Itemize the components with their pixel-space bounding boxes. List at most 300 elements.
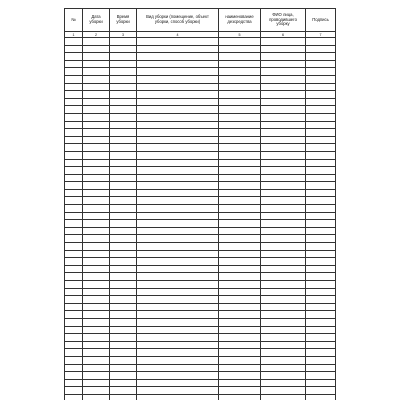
log-body [65,38,336,400]
empty-cell [219,356,261,364]
empty-cell [65,91,83,99]
empty-cell [261,326,306,334]
empty-cell [219,349,261,357]
empty-cell [219,197,261,205]
empty-cell [65,167,83,175]
empty-cell [110,174,137,182]
table-row [65,60,336,68]
table-row [65,243,336,251]
empty-cell [261,38,306,46]
empty-cell [83,334,110,342]
empty-cell [83,68,110,76]
empty-cell [65,151,83,159]
empty-cell [83,356,110,364]
empty-cell [261,83,306,91]
empty-cell [261,182,306,190]
empty-cell [137,106,219,114]
empty-cell [306,91,336,99]
empty-cell [137,68,219,76]
empty-cell [110,60,137,68]
empty-cell [83,136,110,144]
empty-cell [137,334,219,342]
empty-cell [261,258,306,266]
table-row [65,121,336,129]
empty-cell [110,121,137,129]
table-row [65,113,336,121]
empty-cell [83,167,110,175]
empty-cell [137,144,219,152]
empty-cell [65,243,83,251]
empty-cell [306,83,336,91]
empty-cell [137,182,219,190]
table-row [65,83,336,91]
empty-cell [261,379,306,387]
empty-cell [65,356,83,364]
empty-cell [219,45,261,53]
empty-cell [137,136,219,144]
empty-cell [65,311,83,319]
empty-cell [306,273,336,281]
empty-cell [65,235,83,243]
empty-cell [261,91,306,99]
empty-cell [110,265,137,273]
empty-cell [306,129,336,137]
empty-cell [306,144,336,152]
empty-cell [219,303,261,311]
empty-cell [65,182,83,190]
empty-cell [65,326,83,334]
empty-cell [137,227,219,235]
empty-cell [83,349,110,357]
empty-cell [110,258,137,266]
empty-cell [83,273,110,281]
column-number: 2 [83,32,110,38]
empty-cell [83,53,110,61]
empty-cell [261,296,306,304]
empty-cell [83,151,110,159]
empty-cell [83,197,110,205]
empty-cell [110,364,137,372]
empty-cell [137,205,219,213]
empty-cell [65,174,83,182]
empty-cell [306,227,336,235]
cleaning-log-table [64,8,336,400]
table-row [65,364,336,372]
empty-cell [306,243,336,251]
empty-cell [137,151,219,159]
empty-cell [83,364,110,372]
table-row [65,98,336,106]
empty-cell [306,220,336,228]
empty-cell [83,387,110,395]
empty-cell [219,151,261,159]
empty-cell [219,174,261,182]
empty-cell [110,98,137,106]
empty-cell [219,250,261,258]
empty-cell [110,372,137,380]
header-cleaning-type: Вид уборки (помещение, объект уборки, способ уборки) [137,9,219,32]
empty-cell [83,235,110,243]
table-row [65,212,336,220]
empty-cell [306,311,336,319]
empty-cell [110,83,137,91]
table-row [65,311,336,319]
table-row [65,227,336,235]
empty-cell [261,136,306,144]
table-row [65,349,336,357]
empty-cell [261,98,306,106]
empty-cell [306,265,336,273]
empty-cell [83,174,110,182]
empty-cell [261,53,306,61]
table-row [65,250,336,258]
empty-cell [261,265,306,273]
empty-cell [261,45,306,53]
empty-cell [219,113,261,121]
empty-cell [137,356,219,364]
empty-cell [261,113,306,121]
empty-cell [83,258,110,266]
empty-cell [65,98,83,106]
empty-cell [306,296,336,304]
empty-cell [219,220,261,228]
empty-cell [306,288,336,296]
empty-cell [65,45,83,53]
empty-cell [83,326,110,334]
empty-cell [219,372,261,380]
empty-cell [306,326,336,334]
table-row [65,189,336,197]
empty-cell [137,243,219,251]
empty-cell [306,318,336,326]
empty-cell [219,235,261,243]
column-number: 7 [306,32,336,38]
empty-cell [306,197,336,205]
empty-cell [261,235,306,243]
empty-cell [110,129,137,137]
empty-cell [65,68,83,76]
empty-cell [219,121,261,129]
empty-cell [306,53,336,61]
header-row [65,9,336,32]
empty-cell [65,288,83,296]
table-row [65,197,336,205]
empty-cell [110,38,137,46]
empty-cell [83,113,110,121]
empty-cell [219,326,261,334]
empty-cell [65,205,83,213]
empty-cell [261,151,306,159]
table-row [65,326,336,334]
empty-cell [137,303,219,311]
empty-cell [306,379,336,387]
empty-cell [219,364,261,372]
empty-cell [110,273,137,281]
empty-cell [110,182,137,190]
empty-cell [83,311,110,319]
empty-cell [65,364,83,372]
empty-cell [110,144,137,152]
table-row [65,45,336,53]
empty-cell [306,303,336,311]
empty-cell [83,296,110,304]
table-row [65,159,336,167]
empty-cell [65,144,83,152]
empty-cell [137,273,219,281]
empty-cell [137,372,219,380]
empty-cell [110,349,137,357]
table-row [65,273,336,281]
empty-cell [83,394,110,400]
empty-cell [261,106,306,114]
empty-cell [65,136,83,144]
table-row [65,265,336,273]
empty-cell [137,167,219,175]
empty-cell [110,220,137,228]
empty-cell [137,220,219,228]
empty-cell [83,212,110,220]
empty-cell [65,318,83,326]
empty-cell [306,136,336,144]
empty-cell [306,75,336,83]
header-disinfectant: наименование дезсредства [219,9,261,32]
empty-cell [137,60,219,68]
empty-cell [83,372,110,380]
empty-cell [110,281,137,289]
empty-cell [261,349,306,357]
empty-cell [137,235,219,243]
empty-cell [83,144,110,152]
empty-cell [306,45,336,53]
empty-cell [219,83,261,91]
empty-cell [110,167,137,175]
empty-cell [110,106,137,114]
empty-cell [261,311,306,319]
empty-cell [110,235,137,243]
empty-cell [219,144,261,152]
empty-cell [261,250,306,258]
empty-cell [261,144,306,152]
empty-cell [261,356,306,364]
empty-cell [137,98,219,106]
empty-cell [306,60,336,68]
empty-cell [83,227,110,235]
empty-cell [83,182,110,190]
empty-cell [137,75,219,83]
empty-cell [83,75,110,83]
empty-cell [110,379,137,387]
column-number: 6 [261,32,306,38]
empty-cell [110,341,137,349]
empty-cell [219,394,261,400]
empty-cell [83,281,110,289]
empty-cell [219,38,261,46]
empty-cell [137,394,219,400]
empty-cell [137,113,219,121]
empty-cell [219,53,261,61]
empty-cell [137,296,219,304]
empty-cell [306,106,336,114]
empty-cell [261,60,306,68]
empty-cell [65,83,83,91]
empty-cell [110,45,137,53]
empty-cell [261,227,306,235]
empty-cell [261,167,306,175]
empty-cell [65,258,83,266]
table-row [65,220,336,228]
empty-cell [110,205,137,213]
empty-cell [137,318,219,326]
empty-cell [65,53,83,61]
empty-cell [261,288,306,296]
empty-cell [306,98,336,106]
empty-cell [65,379,83,387]
empty-cell [65,281,83,289]
table-row [65,151,336,159]
empty-cell [65,394,83,400]
empty-cell [306,364,336,372]
empty-cell [65,113,83,121]
empty-cell [306,372,336,380]
empty-cell [137,197,219,205]
table-row [65,372,336,380]
empty-cell [306,356,336,364]
empty-cell [306,235,336,243]
empty-cell [137,174,219,182]
empty-cell [83,243,110,251]
empty-cell [261,75,306,83]
empty-cell [83,205,110,213]
empty-cell [219,296,261,304]
column-number: 4 [137,32,219,38]
empty-cell [137,379,219,387]
empty-cell [219,205,261,213]
table-row [65,318,336,326]
empty-cell [219,281,261,289]
empty-cell [65,60,83,68]
empty-cell [137,349,219,357]
empty-cell [110,356,137,364]
empty-cell [83,265,110,273]
empty-cell [219,334,261,342]
empty-cell [219,288,261,296]
empty-cell [261,205,306,213]
empty-cell [65,349,83,357]
empty-cell [137,121,219,129]
empty-cell [219,258,261,266]
empty-cell [110,334,137,342]
empty-cell [83,45,110,53]
empty-cell [137,258,219,266]
empty-cell [65,189,83,197]
column-number: 1 [65,32,83,38]
table-row [65,341,336,349]
table-row [65,129,336,137]
empty-cell [306,38,336,46]
empty-cell [261,197,306,205]
empty-cell [261,174,306,182]
empty-cell [219,227,261,235]
empty-cell [219,243,261,251]
header-responsible-person: ФИО лица, проводившего уборку [261,9,306,32]
empty-cell [110,303,137,311]
empty-cell [65,250,83,258]
empty-cell [261,129,306,137]
empty-cell [261,121,306,129]
header-number: № [65,9,83,32]
table-row [65,182,336,190]
table-row [65,205,336,213]
empty-cell [219,75,261,83]
header-time: Время уборки [110,9,137,32]
empty-cell [137,53,219,61]
table-row [65,174,336,182]
empty-cell [83,121,110,129]
empty-cell [65,197,83,205]
empty-cell [306,205,336,213]
empty-cell [137,311,219,319]
empty-cell [83,189,110,197]
empty-cell [110,288,137,296]
empty-cell [219,167,261,175]
empty-cell [110,326,137,334]
empty-cell [306,394,336,400]
empty-cell [219,311,261,319]
table-row [65,296,336,304]
table-row [65,68,336,76]
empty-cell [261,189,306,197]
empty-cell [110,68,137,76]
empty-cell [219,106,261,114]
empty-cell [306,341,336,349]
empty-cell [137,288,219,296]
empty-cell [261,364,306,372]
empty-cell [306,151,336,159]
empty-cell [83,379,110,387]
empty-cell [137,326,219,334]
empty-cell [261,372,306,380]
table-row [65,387,336,395]
table-row [65,75,336,83]
empty-cell [137,91,219,99]
empty-cell [110,189,137,197]
empty-cell [110,197,137,205]
empty-cell [65,273,83,281]
empty-cell [306,121,336,129]
empty-cell [261,341,306,349]
empty-cell [83,38,110,46]
empty-cell [137,129,219,137]
empty-cell [261,394,306,400]
table-row [65,53,336,61]
empty-cell [137,45,219,53]
empty-cell [110,227,137,235]
empty-cell [137,189,219,197]
empty-cell [261,318,306,326]
empty-cell [306,334,336,342]
empty-cell [219,91,261,99]
empty-cell [261,334,306,342]
table-row [65,167,336,175]
empty-cell [110,311,137,319]
empty-cell [65,220,83,228]
empty-cell [65,303,83,311]
table-row [65,235,336,243]
empty-cell [261,387,306,395]
empty-cell [83,159,110,167]
empty-cell [306,167,336,175]
empty-cell [219,273,261,281]
